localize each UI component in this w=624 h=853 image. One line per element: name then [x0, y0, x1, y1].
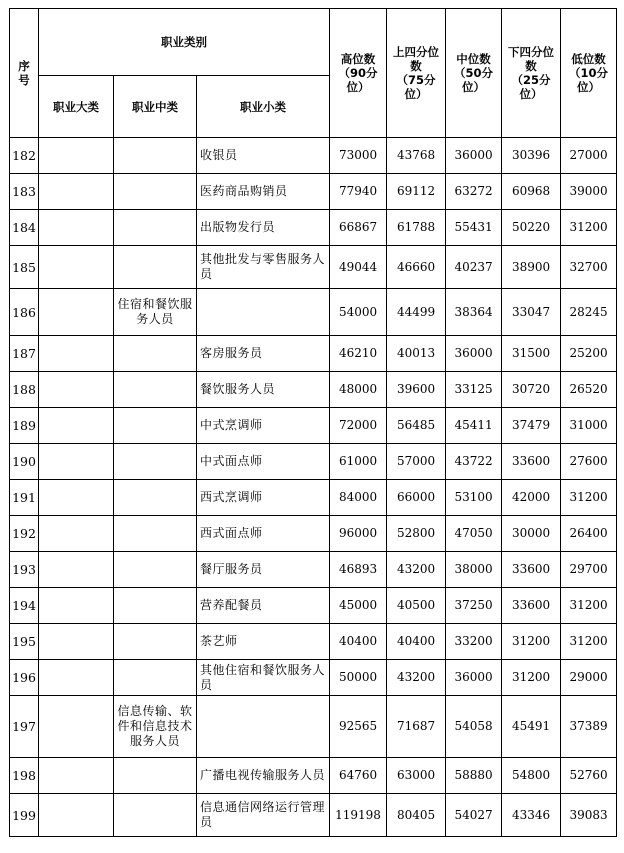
minor-cell: [197, 289, 330, 336]
p10-cell: 31000: [561, 408, 617, 444]
seq-cell: 184: [10, 210, 39, 246]
table-row: [10, 174, 617, 210]
p50-cell: 38000: [446, 552, 502, 588]
p10-cell: 32700: [561, 246, 617, 289]
minor-cell: 西式烹调师: [197, 480, 330, 516]
p25-cell: 33600: [502, 588, 561, 624]
p10-cell: 25200: [561, 336, 617, 372]
p75-cell: 52800: [387, 516, 446, 552]
middle-cell: [114, 758, 197, 794]
minor-cell: 出版物发行员: [197, 210, 330, 246]
p90-cell: 61000: [330, 444, 387, 480]
p50-cell: 38364: [446, 289, 502, 336]
p90-cell: 77940: [330, 174, 387, 210]
p10-cell: 26400: [561, 516, 617, 552]
table-row: [10, 444, 617, 480]
minor-cell: 餐厅服务员: [197, 552, 330, 588]
p25-cell: 33047: [502, 289, 561, 336]
p10-cell: 52760: [561, 758, 617, 794]
p75-cell: 61788: [387, 210, 446, 246]
p25-cell: 31200: [502, 660, 561, 696]
p50-cell: 36000: [446, 336, 502, 372]
seq-cell: 187: [10, 336, 39, 372]
p10-cell: 29000: [561, 660, 617, 696]
p50-cell: 54027: [446, 794, 502, 837]
p25-cell: 31500: [502, 336, 561, 372]
major-cell: [39, 516, 114, 552]
major-cell: [39, 480, 114, 516]
table-row: [10, 138, 617, 174]
p90-cell: 64760: [330, 758, 387, 794]
header-seq: 序 号: [10, 9, 39, 138]
header-p50: 中位数 （50分 位）: [446, 9, 502, 138]
p10-cell: 31200: [561, 624, 617, 660]
p90-cell: 119198: [330, 794, 387, 837]
p25-cell: 30720: [502, 372, 561, 408]
p50-cell: 53100: [446, 480, 502, 516]
p90-cell: 54000: [330, 289, 387, 336]
p75-cell: 44499: [387, 289, 446, 336]
header-p75: 上四分位 数 （75分 位）: [387, 9, 446, 138]
p90-cell: 49044: [330, 246, 387, 289]
middle-cell: [114, 210, 197, 246]
middle-cell: [114, 516, 197, 552]
major-cell: [39, 246, 114, 289]
p10-cell: 27600: [561, 444, 617, 480]
middle-cell: [114, 408, 197, 444]
header-middle: 职业中类: [114, 76, 197, 138]
minor-cell: 其他住宿和餐饮服务人员: [197, 660, 330, 696]
middle-cell: [114, 794, 197, 837]
table-header: [10, 9, 617, 138]
table-row: [10, 210, 617, 246]
p10-cell: 27000: [561, 138, 617, 174]
major-cell: [39, 660, 114, 696]
minor-cell: 收银员: [197, 138, 330, 174]
middle-cell: 住宿和餐饮服务人员: [114, 289, 197, 336]
middle-cell: [114, 480, 197, 516]
p10-cell: 37389: [561, 696, 617, 758]
seq-cell: 199: [10, 794, 39, 837]
header-p25: 下四分位 数 （25分 位）: [502, 9, 561, 138]
p75-cell: 57000: [387, 444, 446, 480]
p75-cell: 40013: [387, 336, 446, 372]
table-row: [10, 624, 617, 660]
header-p10: 低位数 （10分 位）: [561, 9, 617, 138]
p75-cell: 43200: [387, 552, 446, 588]
minor-cell: 中式烹调师: [197, 408, 330, 444]
p75-cell: 71687: [387, 696, 446, 758]
p50-cell: 47050: [446, 516, 502, 552]
p25-cell: 30000: [502, 516, 561, 552]
major-cell: [39, 758, 114, 794]
p90-cell: 46210: [330, 336, 387, 372]
p90-cell: 92565: [330, 696, 387, 758]
p25-cell: 33600: [502, 552, 561, 588]
major-cell: [39, 444, 114, 480]
p75-cell: 80405: [387, 794, 446, 837]
middle-cell: [114, 372, 197, 408]
table-row: [10, 552, 617, 588]
p10-cell: 26520: [561, 372, 617, 408]
major-cell: [39, 552, 114, 588]
middle-cell: [114, 552, 197, 588]
p25-cell: 33600: [502, 444, 561, 480]
p50-cell: 54058: [446, 696, 502, 758]
p90-cell: 40400: [330, 624, 387, 660]
middle-cell: [114, 588, 197, 624]
middle-cell: [114, 336, 197, 372]
table-row: [10, 408, 617, 444]
p90-cell: 45000: [330, 588, 387, 624]
seq-cell: 197: [10, 696, 39, 758]
p10-cell: 31200: [561, 210, 617, 246]
p90-cell: 84000: [330, 480, 387, 516]
major-cell: [39, 624, 114, 660]
minor-cell: 客房服务员: [197, 336, 330, 372]
p90-cell: 66867: [330, 210, 387, 246]
table-row: [10, 794, 617, 837]
p50-cell: 36000: [446, 138, 502, 174]
p90-cell: 72000: [330, 408, 387, 444]
p50-cell: 33125: [446, 372, 502, 408]
p75-cell: 40400: [387, 624, 446, 660]
minor-cell: 医药商品购销员: [197, 174, 330, 210]
p75-cell: 40500: [387, 588, 446, 624]
p90-cell: 48000: [330, 372, 387, 408]
p75-cell: 56485: [387, 408, 446, 444]
seq-cell: 192: [10, 516, 39, 552]
table-body: [10, 138, 617, 837]
p75-cell: 46660: [387, 246, 446, 289]
p50-cell: 33200: [446, 624, 502, 660]
seq-cell: 189: [10, 408, 39, 444]
p25-cell: 54800: [502, 758, 561, 794]
seq-cell: 196: [10, 660, 39, 696]
p25-cell: 45491: [502, 696, 561, 758]
p90-cell: 96000: [330, 516, 387, 552]
middle-cell: [114, 138, 197, 174]
table-row: [10, 660, 617, 696]
major-cell: [39, 588, 114, 624]
p10-cell: 39083: [561, 794, 617, 837]
p25-cell: 50220: [502, 210, 561, 246]
p50-cell: 40237: [446, 246, 502, 289]
p25-cell: 37479: [502, 408, 561, 444]
minor-cell: 茶艺师: [197, 624, 330, 660]
p25-cell: 42000: [502, 480, 561, 516]
table-row: [10, 289, 617, 336]
table-row: [10, 336, 617, 372]
p75-cell: 43768: [387, 138, 446, 174]
table-row: [10, 696, 617, 758]
middle-cell: [114, 246, 197, 289]
p50-cell: 36000: [446, 660, 502, 696]
seq-cell: 193: [10, 552, 39, 588]
p50-cell: 45411: [446, 408, 502, 444]
seq-cell: 182: [10, 138, 39, 174]
seq-cell: 188: [10, 372, 39, 408]
p10-cell: 31200: [561, 588, 617, 624]
p90-cell: 73000: [330, 138, 387, 174]
major-cell: [39, 336, 114, 372]
seq-cell: 185: [10, 246, 39, 289]
p10-cell: 29700: [561, 552, 617, 588]
p75-cell: 66000: [387, 480, 446, 516]
major-cell: [39, 696, 114, 758]
seq-cell: 190: [10, 444, 39, 480]
table-row: [10, 480, 617, 516]
table-row: [10, 372, 617, 408]
p50-cell: 58880: [446, 758, 502, 794]
p25-cell: 30396: [502, 138, 561, 174]
header-category-group: 职业类别: [39, 9, 330, 76]
seq-cell: 194: [10, 588, 39, 624]
header-minor: 职业小类: [197, 76, 330, 138]
p75-cell: 63000: [387, 758, 446, 794]
table-row: [10, 516, 617, 552]
major-cell: [39, 372, 114, 408]
p25-cell: 60968: [502, 174, 561, 210]
seq-cell: 198: [10, 758, 39, 794]
salary-table: [9, 8, 617, 837]
header-major: 职业大类: [39, 76, 114, 138]
minor-cell: 餐饮服务人员: [197, 372, 330, 408]
p25-cell: 31200: [502, 624, 561, 660]
minor-cell: [197, 696, 330, 758]
p90-cell: 50000: [330, 660, 387, 696]
seq-cell: 195: [10, 624, 39, 660]
p25-cell: 38900: [502, 246, 561, 289]
p50-cell: 37250: [446, 588, 502, 624]
p75-cell: 69112: [387, 174, 446, 210]
major-cell: [39, 210, 114, 246]
p10-cell: 28245: [561, 289, 617, 336]
minor-cell: 西式面点师: [197, 516, 330, 552]
p10-cell: 39000: [561, 174, 617, 210]
p50-cell: 63272: [446, 174, 502, 210]
table-row: [10, 758, 617, 794]
middle-cell: 信息传输、软件和信息技术服务人员: [114, 696, 197, 758]
seq-cell: 183: [10, 174, 39, 210]
header-p90: 高位数 （90分 位）: [330, 9, 387, 138]
major-cell: [39, 138, 114, 174]
p50-cell: 55431: [446, 210, 502, 246]
major-cell: [39, 408, 114, 444]
middle-cell: [114, 174, 197, 210]
seq-cell: 186: [10, 289, 39, 336]
table-row: [10, 588, 617, 624]
major-cell: [39, 289, 114, 336]
minor-cell: 广播电视传输服务人员: [197, 758, 330, 794]
p75-cell: 43200: [387, 660, 446, 696]
major-cell: [39, 794, 114, 837]
minor-cell: 其他批发与零售服务人员: [197, 246, 330, 289]
middle-cell: [114, 660, 197, 696]
p10-cell: 31200: [561, 480, 617, 516]
middle-cell: [114, 444, 197, 480]
table-row: [10, 246, 617, 289]
p90-cell: 46893: [330, 552, 387, 588]
major-cell: [39, 174, 114, 210]
minor-cell: 信息通信网络运行管理员: [197, 794, 330, 837]
p75-cell: 39600: [387, 372, 446, 408]
middle-cell: [114, 624, 197, 660]
minor-cell: 中式面点师: [197, 444, 330, 480]
p25-cell: 43346: [502, 794, 561, 837]
p50-cell: 43722: [446, 444, 502, 480]
seq-cell: 191: [10, 480, 39, 516]
minor-cell: 营养配餐员: [197, 588, 330, 624]
